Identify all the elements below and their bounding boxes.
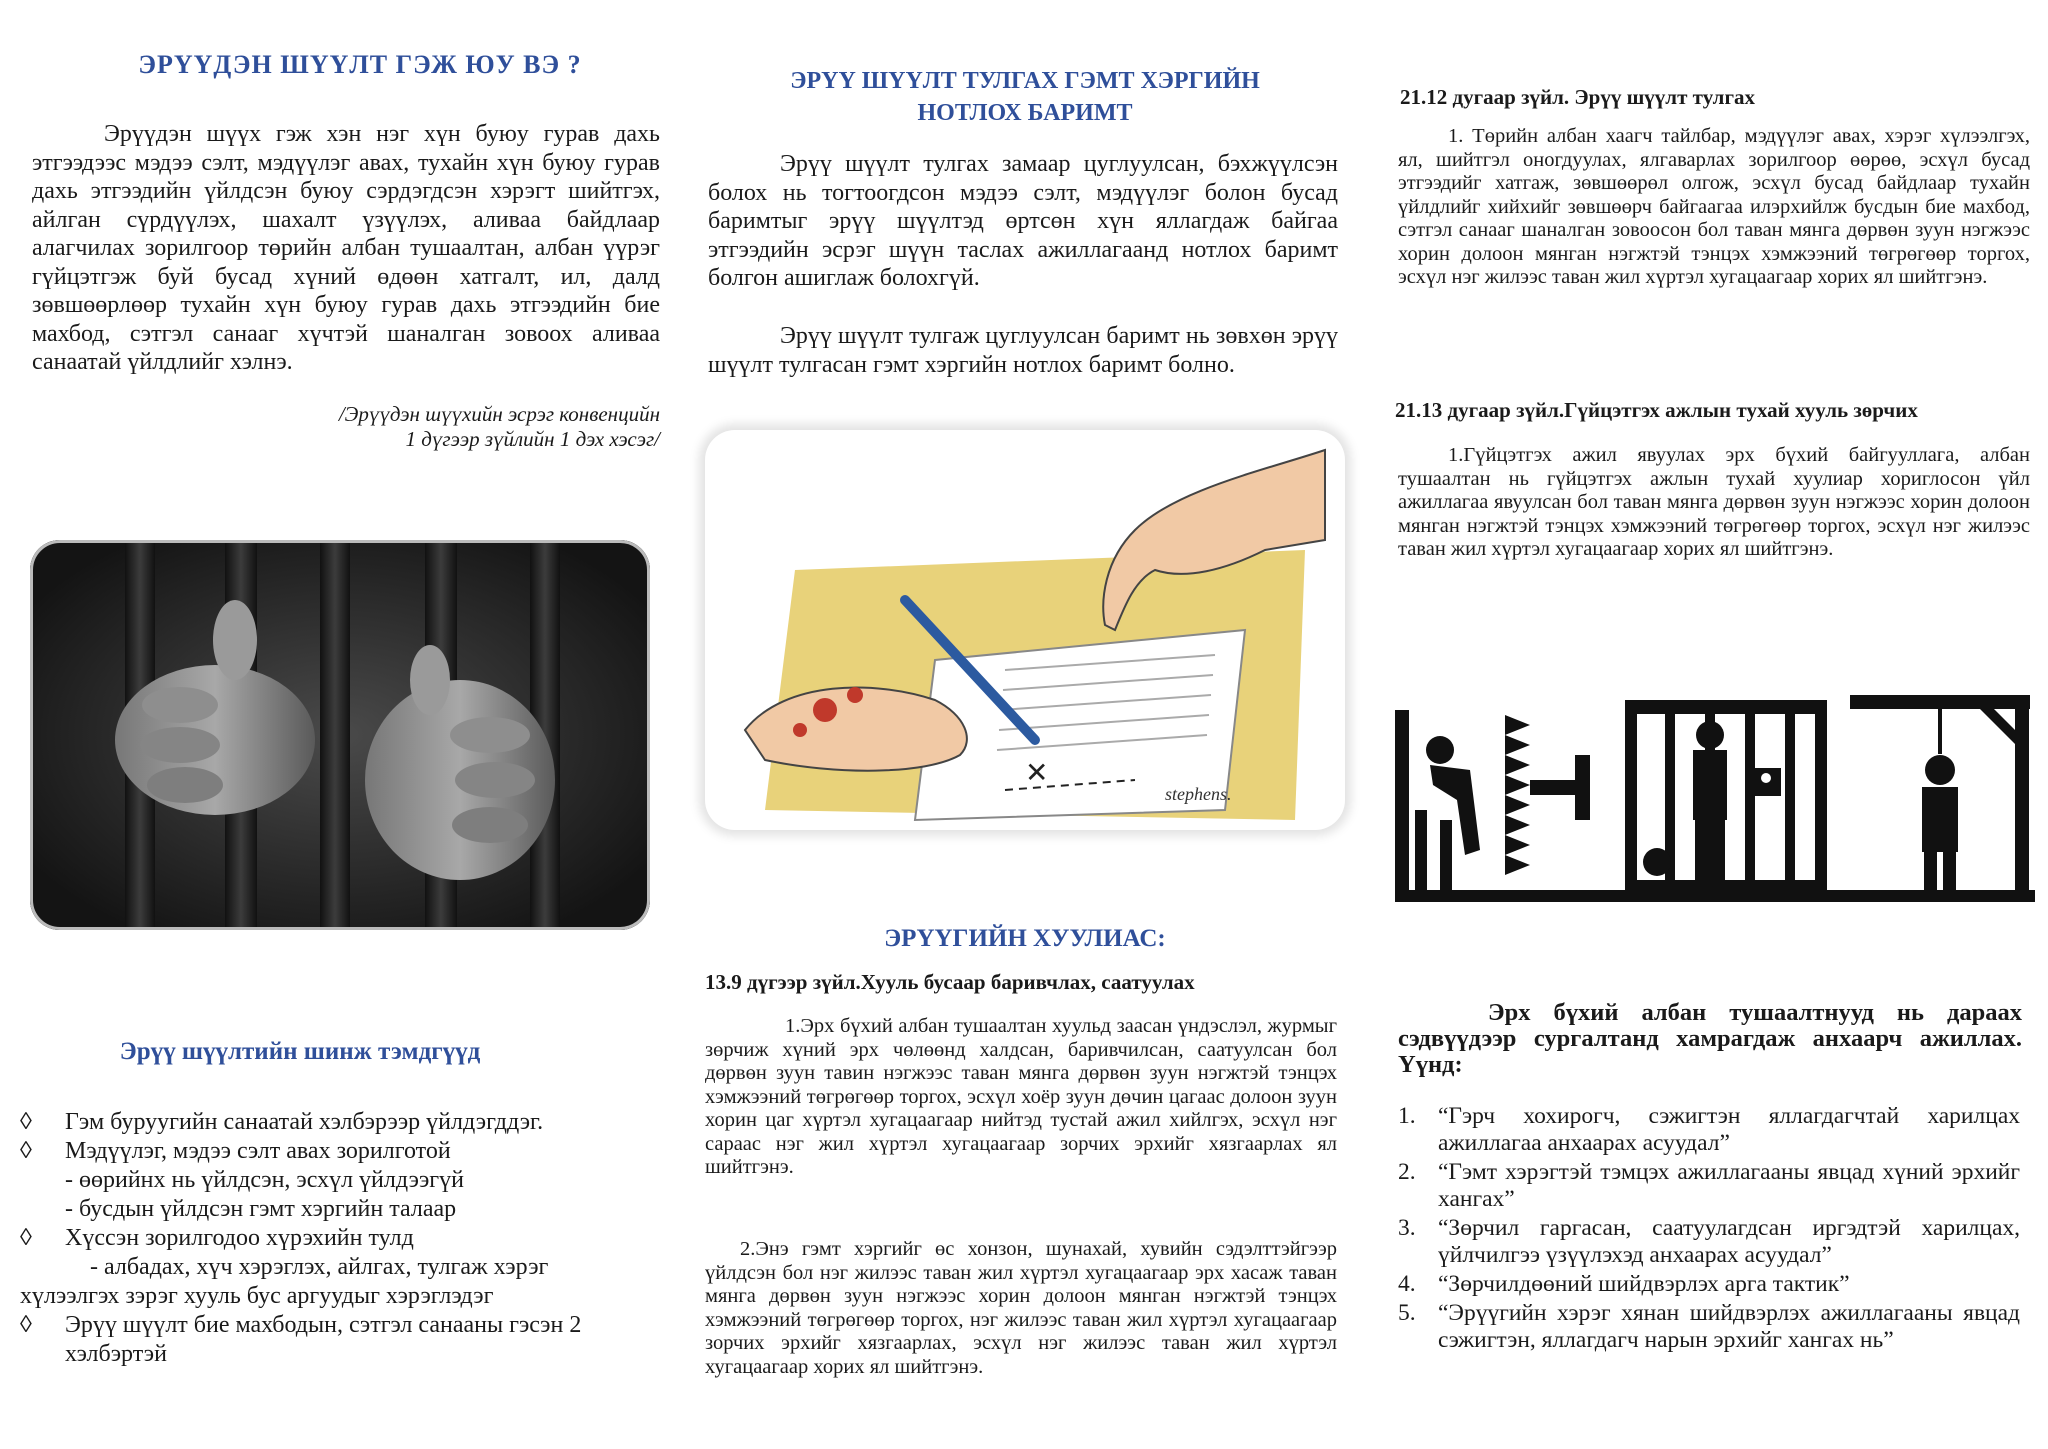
diamond-bullet-icon: ◊ — [20, 1225, 32, 1251]
gallows-icon — [1850, 695, 2030, 900]
list-item: ◊ Мэдүүлэг, мэдээ сэлт авах зорилготой — [20, 1138, 451, 1164]
diamond-bullet-icon: ◊ — [20, 1138, 32, 1164]
list-item: 3. “Зөрчил гаргасан, саатуулагдсан иргэдтэй харилцах, үйлчилгээ үзүүлэхэд анхаарах асуудал” — [1398, 1215, 2020, 1268]
forced-signature-image — [705, 430, 1345, 830]
list-item: ◊ Хүссэн зорилгодоо хүрэхийн тулд — [20, 1225, 414, 1251]
svg-text:✕: ✕ — [1025, 756, 1049, 789]
column-left — [20, 0, 660, 1449]
training-intro: Эрх бүхий албан тушаалтнууд нь дараах сэдвүүдээр сургалтанд хамрагдаж анхаарч ажиллах. Үүнд: — [1398, 999, 2022, 1078]
diamond-bullet-icon: ◊ — [20, 1109, 32, 1135]
evidence-paragraph-1: Эрүү шүүлт тулгах замаар цуглуулсан, бэхжүүлсэн болох нь тогтоогдсон мэдээ сэлт, мэдүүлэг болон бусад баримтыг эрүү шүүлтэд өртсөн хүн яллагдаж байгаа этгээдийн эсрэг шүүн таслах ажиллагаанд нотлох баримт болгон ашиглаж болохгүй. — [708, 151, 1338, 291]
column-middle — [705, 0, 1345, 1449]
article-13-9-paragraph-2: 2.Энэ гэмт хэргийг өс хонзон, шунахай, хувийн сэдэлттэйгээр үйлдсэн бол нэг жилээс таван жил хүртэл хугацаагаар эрх хасаж таван мянга дөрвөн зуун нэгжээс хорин долоон мянган нэгжтэй тэнцэх хэмжээний төгрөгөөр торгох, нэг жилээс таван жил хүртэл хугацаагаар зорчих эрхийг хязгаарлах, эсхүл нэг жилээс таван жил хүртэл хугацаагаар хорих ял шийтгэнэ. — [705, 1238, 1337, 1378]
torture-definition-title: ЭРҮҮДЭН ШҮҮЛТ ГЭЖ ЮУ ВЭ ? — [138, 50, 582, 79]
list-item: 4. “Зөрчилдөөний шийдвэрлэх арга тактик” — [1398, 1271, 1850, 1297]
diamond-bullet-icon: ◊ — [20, 1312, 32, 1338]
list-subitem: - өөрийнх нь үйлдсэн, эсхүл үйлдээгүй — [65, 1167, 464, 1193]
column-right — [1395, 0, 2035, 1449]
article-21-12-paragraph: 1. Төрийн албан хаагч тайлбар, мэдүүлэг авах, хэрэг хүлээлгэх, ял, шийтгэл оногдуулах, ялгаварлах зорилгоор өөрөө, эсхүл бусад этгээдийг хатгаж, зөвшөөрөл олгож, эсхүл бусад байдлаар тухайн үйлдлийг хийхийг зөвшөөрч байгаагаа илэрхийлж бусдын бие махбод, сэтгэл санааг шаналган зовоосон бол таван мянга дөрвөн зуун нэгжээс хорин долоон мянган нэгжтэй тэнцэх хэмжээний төгрөгөөр торгох, эсхүл нэг жилээс таван жил хүртэл хугацаагаар хорих ял шийтгэнэ. — [1398, 125, 2030, 288]
article-21-13-paragraph: 1.Гүйцэтгэх ажил явуулах эрх бүхий байгууллага, албан тушаалтан нь гүйцэтгэх ажлын тухай хуулиар хориглосон үйл ажиллагаа явуулсан бол таван мянга дөрвөн зуун нэгжээс хорин долоон мянган нэгжтэй тэнцэх хэмжээний төгрөгөөр торгох, эсхүл нэг жилээс таван жил хүртэл хугацаагаар хорих ял шийтгэнэ. — [1398, 444, 2030, 560]
bent-person-icon — [1395, 710, 1480, 890]
list-item: ◊ Гэм буруугийн санаатай хэлбэрээр үйлдэгддэг. — [20, 1109, 544, 1135]
convention-source — [32, 402, 660, 452]
article-21-12-heading: 21.12 дугаар зүйл. Эрүү шүүлт тулгах — [1400, 85, 1755, 109]
training-topics-list — [1398, 1103, 2020, 1356]
evidence-title-line-1: ЭРҮҮ ШҮҮЛТ ТУЛГАХ ГЭМТ ХЭРГИЙН — [790, 68, 1260, 94]
criminal-code-title: ЭРҮҮГИЙН ХУУЛИАС: — [884, 925, 1166, 952]
list-item: 1. “Гэрч хохирогч, сэжигтэн яллагдагчтай харилцах ажиллагаа анхаарах асуудал” — [1398, 1103, 2020, 1156]
source-line-2: 1 дүгээр зүйлийн 1 дэх хэсэг/ — [405, 427, 660, 451]
torture-definition-text: Эрүүдэн шүүх гэж хэн нэг хүн буюу гурав дахь этгээдээс мэдээ сэлт, мэдүүлэг авах, тухайн хүн буюу гурав дахь этгээдийн үйлдсэн буюу сэрдэгдсэн хэрэгт шийтгэх, айлган сүрдүүлэх, шахалт үзүүлэх, аливаа байдлаар алагчилах зорилгоор төрийн албан тушаалтан, албан үүрэг гүйцэтгэж буй бусад хүний өдөөн хатгалт, ил, далд зөвшөөрлөөр тухайн хүн буюу гурав дахь этгээдийн бие махбод, сэтгэл санааг хүчтэй шаналган зовоох аливаа санаатай үйлдлийг хэлнэ. — [32, 121, 660, 375]
jail-cell-icon — [1625, 700, 1827, 894]
torture-signs-title: Эрүү шүүлтийн шинж тэмдгүүд — [119, 1038, 481, 1065]
list-item: 5. “Эрүүгийн хэрэг хянан шийдвэрлэх ажиллагааны явцад сэжигтэн, яллагдагч нарын эрхийг хангах нь” — [1398, 1300, 2020, 1353]
list-item: 2. “Гэмт хэрэгтэй тэмцэх ажиллагааны явцад хүний эрхийг хангах” — [1398, 1159, 2020, 1212]
article-21-13-heading: 21.13 дугаар зүйл.Гүйцэтгэх ажлын тухай хууль зөрчих — [1395, 398, 1918, 422]
prison-hands-image — [30, 540, 650, 930]
list-item: ◊ Эрүү шүүлт бие махбодын, сэтгэл санааны гэсэн 2 хэлбэртэй — [20, 1312, 582, 1367]
evidence-paragraph-2: Эрүү шүүлт тулгаж цуглуулсан баримт нь зөвхөн эрүү шүүлт тулгасан гэмт хэргийн нотлох баримт болно. — [708, 323, 1338, 378]
list-subitem: - албадах, хүч хэрэглэх, айлгах, тулгаж хэрэг хүлээлгэх зэрэг хууль бус аргуудыг хэрэглэдэг — [20, 1254, 549, 1309]
torture-signs-list — [20, 1108, 650, 1369]
spike-trap-icon — [1505, 715, 1590, 875]
article-13-9-paragraph-1: 1.Эрх бүхий албан тушаалтан хуульд заасан үндэслэл, журмыг зөрчиж хүний эрх чөлөөнд халдсан, баривчилсан, саатуулсан бол дөрвөн зуун тавин нэгжээс таван мянга дөрвөн зуун нэгжтэй тэнцэх хэмжээний төгрөгөөр торгох, эсхүл хоёр зуун дөчин цагаас долоон зуун хорин цаг хүртэл хугацаагаар нийтэд тустай ажил хийлгэх, эсхүл нэг сараас нэг жил хүртэл хугацаагаар зорчих эрхийг хязгаарлах ял шийтгэнэ. — [705, 1015, 1337, 1178]
forced-confession-illustration — [705, 430, 1345, 830]
prison-bars-photo — [30, 540, 650, 930]
evidence-title — [705, 65, 1345, 129]
article-13-9-heading: 13.9 дүгээр зүйл.Хууль бусаар баривчлах, саатуулах — [705, 970, 1195, 994]
illustrator-signature: stephens. — [1165, 784, 1232, 804]
list-subitem: - бусдын үйлдсэн гэмт хэргийн талаар — [65, 1196, 457, 1222]
punishment-pictograms — [1395, 690, 2035, 940]
source-line-1: /Эрүүдэн шүүхийн эсрэг конвенцийн — [338, 402, 660, 426]
evidence-title-line-2: НОТЛОХ БАРИМТ — [917, 100, 1133, 126]
